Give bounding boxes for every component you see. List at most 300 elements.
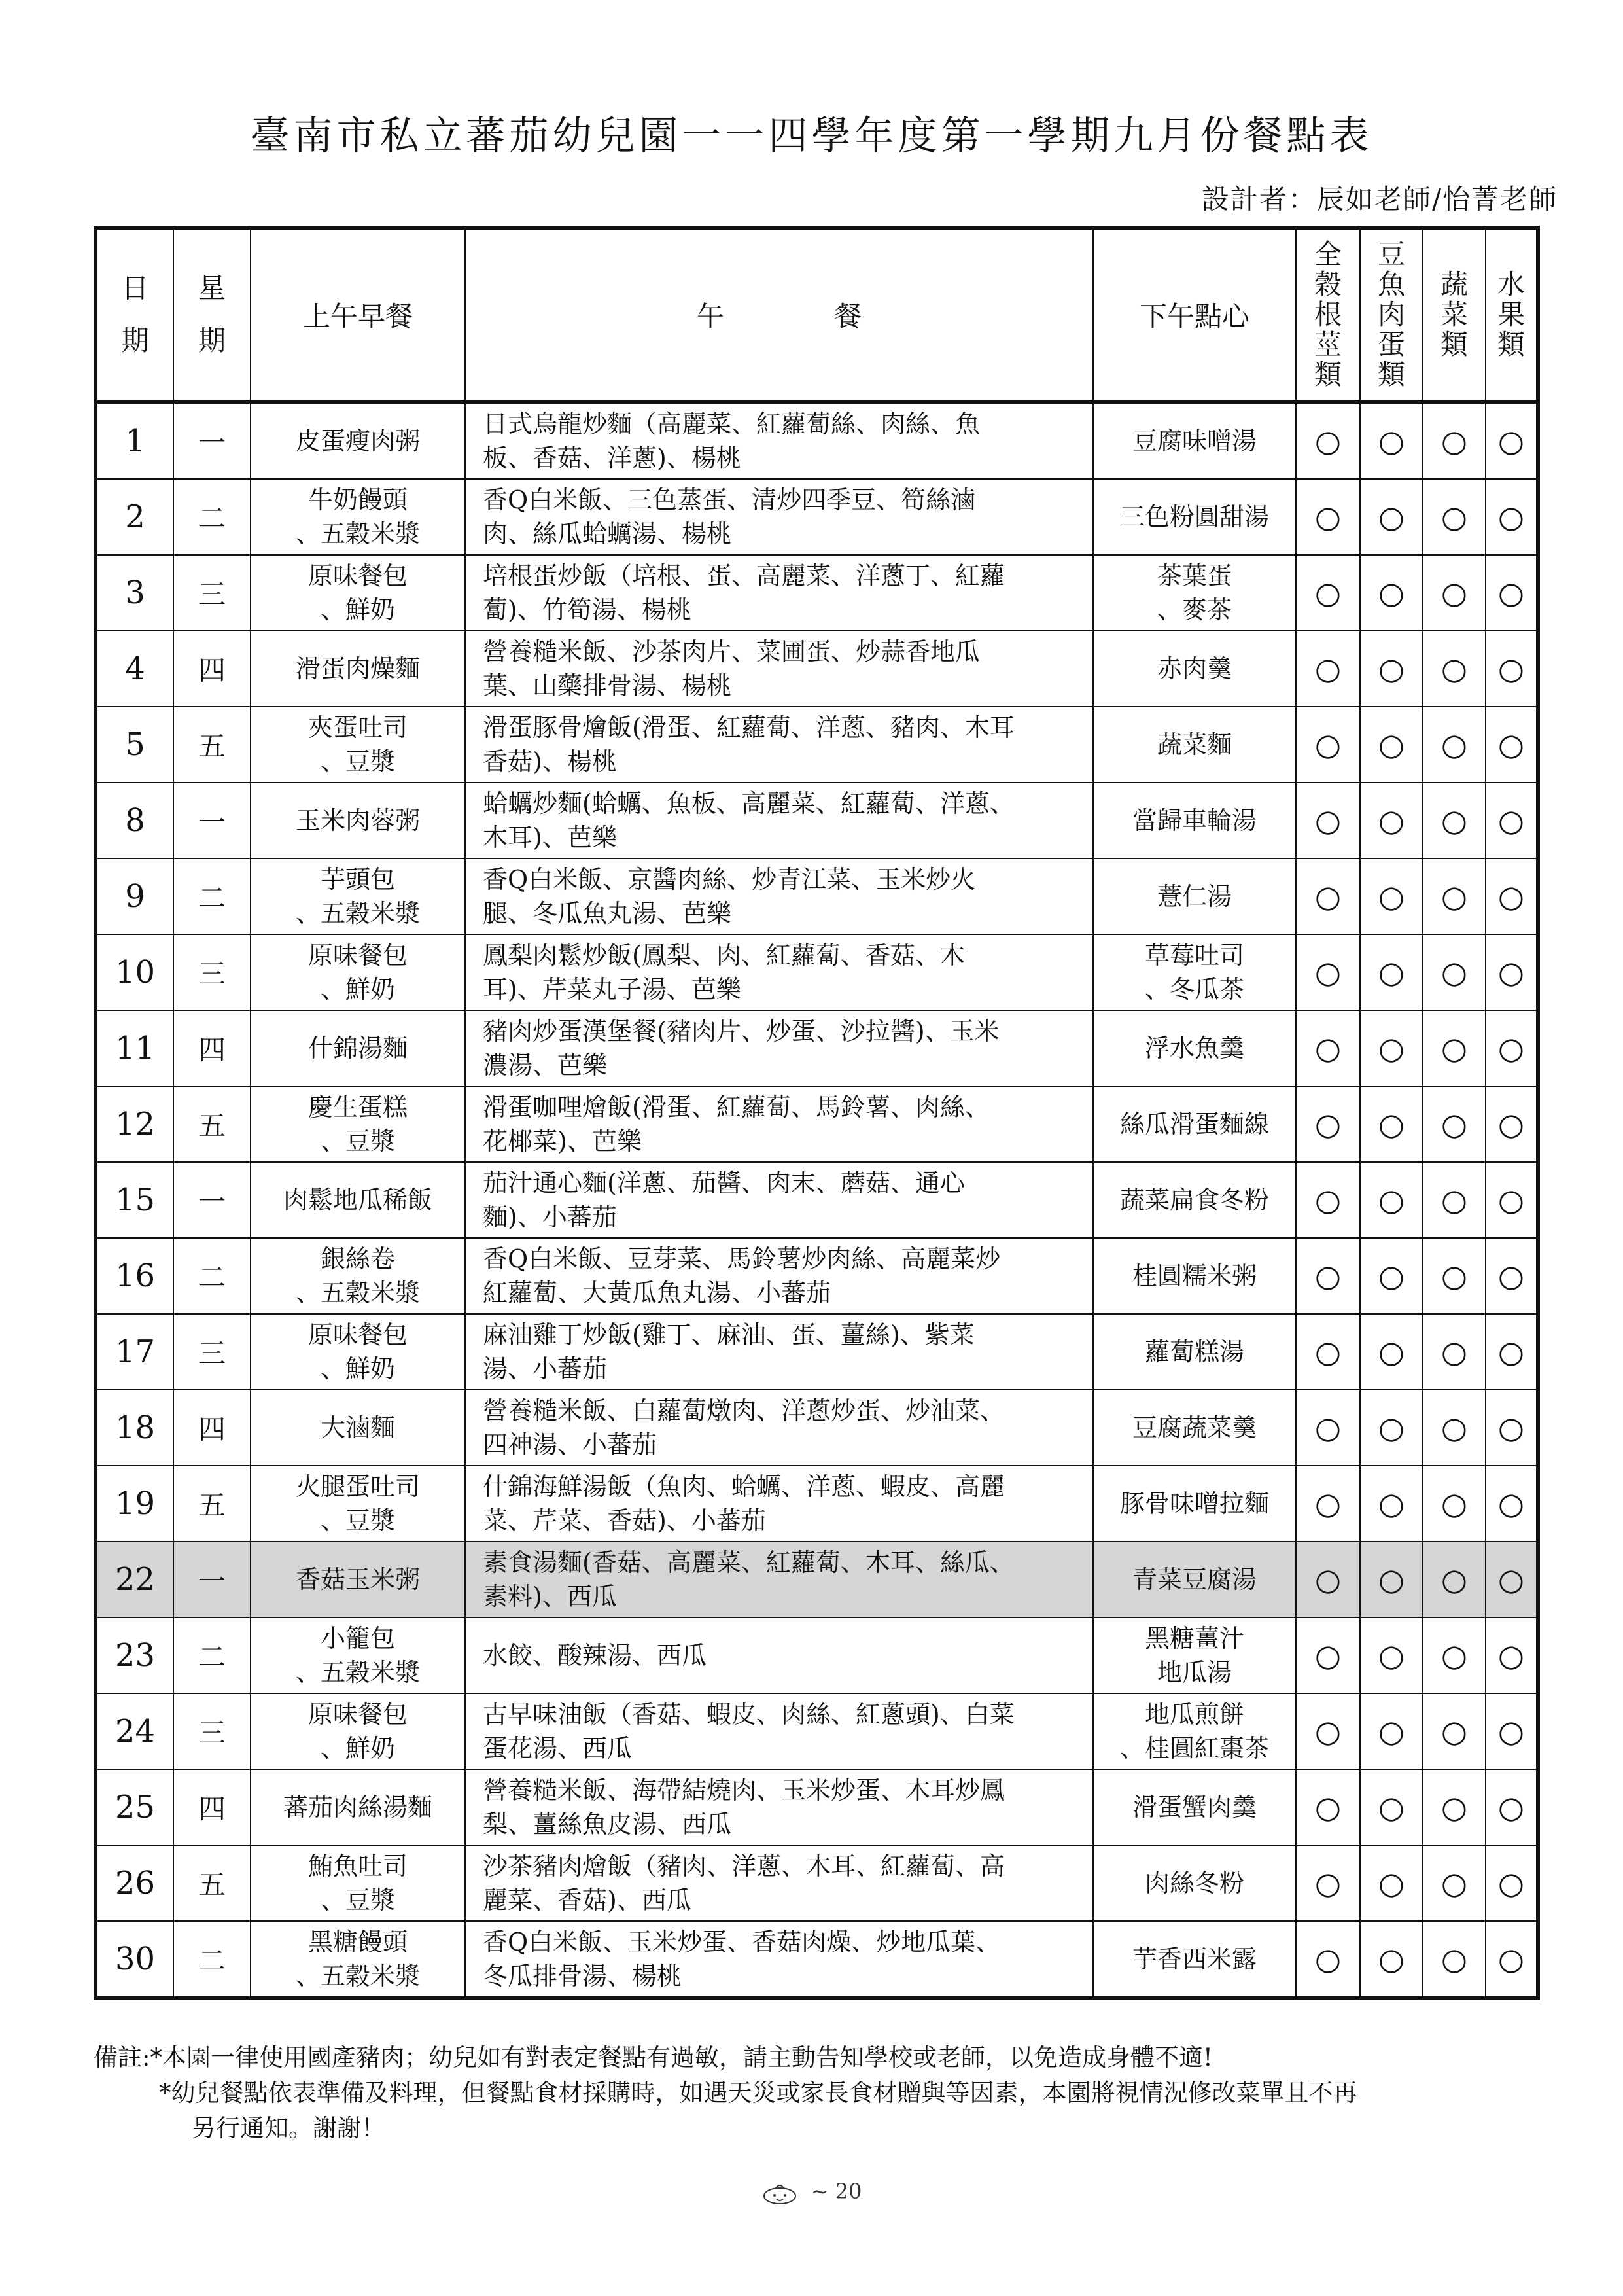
breakfast-cell	[251, 1086, 465, 1162]
cell-line: 鮪魚吐司	[307, 1852, 408, 1881]
weekday-cell: 三	[173, 934, 251, 1010]
weekday-cell: 五	[173, 1466, 251, 1542]
date-cell: 5	[96, 707, 173, 783]
cell-line: 、豆漿	[320, 747, 395, 776]
lunch-cell	[465, 1542, 1093, 1617]
snack-cell	[1093, 1238, 1296, 1314]
header-weekday	[173, 228, 251, 402]
cell-line: 香Q白米飯、三色蒸蛋、清炒四季豆、筍絲滷	[483, 486, 976, 514]
table-row	[96, 555, 1538, 631]
check-veg: ○	[1423, 1542, 1486, 1617]
cell-line: 、五穀米漿	[295, 1658, 420, 1687]
lunch-cell	[465, 1769, 1093, 1845]
cell-line: 、桂圓紅棗茶	[1119, 1734, 1269, 1763]
check-grain: ○	[1296, 934, 1360, 1010]
cell-line: 菜、芹菜、香菇)、小蕃茄	[483, 1506, 766, 1535]
lunch-cell	[465, 555, 1093, 631]
check-grain: ○	[1296, 1086, 1360, 1162]
cell-line: 梨、薑絲魚皮湯、西瓜	[483, 1810, 732, 1839]
cell-line: 營養糙米飯、沙茶肉片、菜圃蛋、炒蒜香地瓜	[483, 637, 981, 666]
check-veg: ○	[1423, 1845, 1486, 1921]
snack-cell	[1093, 631, 1296, 707]
check-fruit: ○	[1486, 1314, 1538, 1390]
check-veg: ○	[1423, 707, 1486, 783]
check-fruit: ○	[1486, 631, 1538, 707]
cell-line: 皮蛋瘦肉粥	[295, 427, 420, 455]
check-fruit: ○	[1486, 783, 1538, 858]
lunch-cell	[465, 1466, 1093, 1542]
cell-line: 黑糖薑汁	[1144, 1624, 1244, 1653]
snack-cell	[1093, 402, 1296, 479]
lunch-cell	[465, 934, 1093, 1010]
cell-line: 蛤蠣炒麵(蛤蠣、魚板、高麗菜、紅蘿蔔、洋蔥、	[483, 789, 1015, 818]
cell-line: 肉絲冬粉	[1144, 1869, 1244, 1898]
lunch-cell	[465, 707, 1093, 783]
table-row	[96, 1086, 1538, 1162]
page-title: 臺南市私立蕃茄幼兒園一一四學年度第一學期九月份餐點表	[250, 113, 1373, 159]
breakfast-cell	[251, 402, 465, 479]
date-cell: 25	[96, 1769, 173, 1845]
breakfast-cell	[251, 1390, 465, 1466]
breakfast-cell	[251, 555, 465, 631]
check-grain: ○	[1296, 631, 1360, 707]
lunch-cell	[465, 631, 1093, 707]
check-protein: ○	[1360, 555, 1423, 631]
cell-line: 、豆漿	[320, 1506, 395, 1535]
weekday-cell: 二	[173, 1921, 251, 1998]
lunch-cell	[465, 1010, 1093, 1086]
cell-line: 大滷麵	[320, 1413, 395, 1442]
cell-line: 絲瓜滑蛋麵線	[1119, 1110, 1269, 1139]
cell-line: 濃湯、芭樂	[483, 1051, 608, 1080]
cell-line: 桂圓糯米粥	[1132, 1262, 1257, 1290]
cell-line: 古早味油飯（香菇、蝦皮、肉絲、紅蔥頭)、白菜	[483, 1700, 1015, 1729]
designer-credit: 設計者：辰如老師/怡菁老師	[1201, 183, 1558, 215]
page-number: ~ 20	[811, 2179, 862, 2204]
weekday-cell: 二	[173, 1617, 251, 1693]
check-fruit: ○	[1486, 1162, 1538, 1238]
cell-line: 什錦湯麵	[307, 1034, 408, 1063]
table-row	[96, 402, 1538, 479]
cell-line: 鳳梨肉鬆炒飯(鳳梨、肉、紅蘿蔔、香菇、木	[483, 941, 965, 970]
cell-line: 麗菜、香菇)、西瓜	[483, 1886, 691, 1915]
check-protein: ○	[1360, 1238, 1423, 1314]
breakfast-cell	[251, 631, 465, 707]
cell-line: 赤肉羹	[1157, 654, 1232, 683]
table-row	[96, 1542, 1538, 1617]
check-protein: ○	[1360, 1542, 1423, 1617]
page-footer	[0, 2179, 1623, 2205]
snack-cell	[1093, 1162, 1296, 1238]
lunch-cell	[465, 1921, 1093, 1998]
check-veg: ○	[1423, 934, 1486, 1010]
header-char: 類	[1440, 328, 1468, 361]
check-veg: ○	[1423, 1466, 1486, 1542]
lunch-cell	[465, 1086, 1093, 1162]
cell-line: 滑蛋肉燥麵	[295, 654, 420, 683]
table-row	[96, 783, 1538, 858]
breakfast-cell	[251, 1845, 465, 1921]
check-protein: ○	[1360, 1617, 1423, 1693]
snack-cell	[1093, 1845, 1296, 1921]
date-cell: 22	[96, 1542, 173, 1617]
check-veg: ○	[1423, 1921, 1486, 1998]
cell-line: 蔬菜扁食冬粉	[1119, 1186, 1269, 1214]
check-protein: ○	[1360, 1921, 1423, 1998]
weekday-cell: 四	[173, 631, 251, 707]
check-fruit: ○	[1486, 1086, 1538, 1162]
check-protein: ○	[1360, 631, 1423, 707]
date-cell: 1	[96, 402, 173, 479]
cell-line: 四神湯、小蕃茄	[483, 1430, 657, 1459]
header-lunch: 午 餐	[465, 228, 1093, 402]
cell-line: 茶葉蛋	[1157, 561, 1232, 590]
check-veg: ○	[1423, 1769, 1486, 1845]
cell-line: 銀絲卷	[320, 1245, 395, 1273]
cell-line: 板、香菇、洋蔥)、楊桃	[483, 444, 741, 472]
date-cell: 18	[96, 1390, 173, 1466]
breakfast-cell	[251, 1162, 465, 1238]
date-cell: 11	[96, 1010, 173, 1086]
table-row	[96, 631, 1538, 707]
breakfast-cell	[251, 1466, 465, 1542]
check-fruit: ○	[1486, 479, 1538, 555]
weekday-cell: 二	[173, 858, 251, 934]
snack-cell	[1093, 479, 1296, 555]
table-row	[96, 1314, 1538, 1390]
table-row	[96, 1617, 1538, 1693]
check-fruit: ○	[1486, 1617, 1538, 1693]
cell-line: 、麥茶	[1157, 595, 1232, 624]
header-char: 豆	[1377, 238, 1405, 270]
weekday-cell: 四	[173, 1390, 251, 1466]
cell-line: 薏仁湯	[1157, 882, 1232, 911]
check-protein: ○	[1360, 1010, 1423, 1086]
table-row	[96, 1769, 1538, 1845]
breakfast-cell	[251, 1617, 465, 1693]
cell-line: 青菜豆腐湯	[1132, 1565, 1257, 1594]
snack-cell	[1093, 934, 1296, 1010]
cell-line: 香Q白米飯、玉米炒蛋、香菇肉燥、炒地瓜葉、	[483, 1928, 1001, 1956]
cell-line: 湯、小蕃茄	[483, 1354, 608, 1383]
weekday-cell: 三	[173, 1314, 251, 1390]
snack-cell	[1093, 858, 1296, 934]
check-grain: ○	[1296, 479, 1360, 555]
snack-cell	[1093, 1693, 1296, 1769]
check-fruit: ○	[1486, 402, 1538, 479]
header-char: 根	[1314, 298, 1342, 330]
weekday-cell: 二	[173, 1238, 251, 1314]
cell-line: 營養糙米飯、海帶結燒肉、玉米炒蛋、木耳炒鳳	[483, 1776, 1005, 1805]
table-row	[96, 1238, 1538, 1314]
snack-cell	[1093, 1390, 1296, 1466]
header-row	[96, 228, 1538, 402]
lunch-cell	[465, 1693, 1093, 1769]
breakfast-cell	[251, 783, 465, 858]
cell-line: 原味餐包	[307, 1700, 408, 1729]
check-veg: ○	[1423, 783, 1486, 858]
lunch-cell	[465, 479, 1093, 555]
cell-line: 木耳)、芭樂	[483, 823, 617, 852]
check-protein: ○	[1360, 1693, 1423, 1769]
snack-cell	[1093, 1466, 1296, 1542]
check-veg: ○	[1423, 858, 1486, 934]
cell-line: 、五穀米漿	[295, 520, 420, 548]
cell-line: 玉米肉蓉粥	[295, 806, 420, 835]
check-fruit: ○	[1486, 1921, 1538, 1998]
check-fruit: ○	[1486, 1390, 1538, 1466]
cell-line: 豬肉炒蛋漢堡餐(豬肉片、炒蛋、沙拉醬)、玉米	[483, 1017, 1000, 1046]
header-char: 日	[121, 272, 149, 304]
weekday-cell: 二	[173, 479, 251, 555]
snack-cell	[1093, 1086, 1296, 1162]
check-fruit: ○	[1486, 858, 1538, 934]
header-char: 果	[1497, 298, 1525, 330]
breakfast-cell	[251, 1769, 465, 1845]
check-fruit: ○	[1486, 1466, 1538, 1542]
cell-line: 紅蘿蔔、大黃瓜魚丸湯、小蕃茄	[483, 1279, 831, 1307]
cell-line: 花椰菜)、芭樂	[483, 1127, 642, 1156]
weekday-cell: 四	[173, 1769, 251, 1845]
date-cell: 19	[96, 1466, 173, 1542]
header-char: 穀	[1314, 268, 1342, 300]
weekday-cell: 五	[173, 707, 251, 783]
check-grain: ○	[1296, 783, 1360, 858]
breakfast-cell	[251, 1238, 465, 1314]
breakfast-cell	[251, 1693, 465, 1769]
snack-cell	[1093, 555, 1296, 631]
check-protein: ○	[1360, 858, 1423, 934]
lunch-cell	[465, 1390, 1093, 1466]
table-row	[96, 1162, 1538, 1238]
note-line: 備註:*本園一律使用國產豬肉；幼兒如有對表定餐點有過敏，請主動告知學校或老師，以免造成身體不適!	[94, 2043, 1213, 2072]
table-row	[96, 1845, 1538, 1921]
cell-line: 水餃、酸辣湯、西瓜	[483, 1641, 707, 1670]
check-veg: ○	[1423, 555, 1486, 631]
date-cell: 9	[96, 858, 173, 934]
snack-cell	[1093, 1010, 1296, 1086]
cell-line: 三色粉圓甜湯	[1119, 503, 1269, 531]
date-cell: 16	[96, 1238, 173, 1314]
check-protein: ○	[1360, 402, 1423, 479]
check-protein: ○	[1360, 479, 1423, 555]
check-veg: ○	[1423, 1010, 1486, 1086]
cell-line: 耳)、芹菜丸子湯、芭樂	[483, 975, 741, 1004]
cell-line: 豆腐味噌湯	[1132, 427, 1257, 455]
cell-line: 日式烏龍炒麵（高麗菜、紅蘿蔔絲、肉絲、魚	[483, 410, 981, 438]
check-protein: ○	[1360, 1466, 1423, 1542]
table-row	[96, 1921, 1538, 1998]
weekday-cell: 五	[173, 1845, 251, 1921]
table-row	[96, 1693, 1538, 1769]
tomato-face-icon	[761, 2181, 798, 2205]
lunch-cell	[465, 1238, 1093, 1314]
cell-line: 肉鬆地瓜稀飯	[283, 1186, 432, 1214]
check-fruit: ○	[1486, 1845, 1538, 1921]
cell-line: 素食湯麵(香菇、高麗菜、紅蘿蔔、木耳、絲瓜、	[483, 1548, 1015, 1577]
check-grain: ○	[1296, 1921, 1360, 1998]
header-char: 類	[1497, 328, 1525, 361]
cell-line: 、鮮奶	[320, 595, 395, 624]
header-char: 菜	[1440, 298, 1468, 330]
cell-line: 茄汁通心麵(洋蔥、茄醬、肉末、蘑菇、通心	[483, 1169, 965, 1197]
lunch-cell	[465, 1314, 1093, 1390]
table-row	[96, 1390, 1538, 1466]
cell-line: 、五穀米漿	[295, 1279, 420, 1307]
cell-line: 什錦海鮮湯飯（魚肉、蛤蠣、洋蔥、蝦皮、高麗	[483, 1472, 1005, 1501]
check-fruit: ○	[1486, 1693, 1538, 1769]
check-protein: ○	[1360, 934, 1423, 1010]
check-grain: ○	[1296, 1542, 1360, 1617]
cell-line: 香Q白米飯、豆芽菜、馬鈴薯炒肉絲、高麗菜炒	[483, 1245, 1001, 1273]
cell-line: 葉、山藥排骨湯、楊桃	[483, 671, 732, 700]
cell-line: 沙茶豬肉燴飯（豬肉、洋蔥、木耳、紅蘿蔔、高	[483, 1852, 1005, 1881]
check-protein: ○	[1360, 1162, 1423, 1238]
header-char: 全	[1314, 238, 1342, 270]
check-protein: ○	[1360, 1769, 1423, 1845]
check-veg: ○	[1423, 1086, 1486, 1162]
weekday-cell: 三	[173, 555, 251, 631]
table-row	[96, 1010, 1538, 1086]
cell-line: 、鮮奶	[320, 1734, 395, 1763]
header-char: 魚	[1377, 268, 1405, 300]
snack-cell	[1093, 1542, 1296, 1617]
table-row	[96, 1466, 1538, 1542]
check-fruit: ○	[1486, 1238, 1538, 1314]
check-grain: ○	[1296, 1314, 1360, 1390]
header-char: 期	[121, 325, 149, 357]
note-line: 另行通知。謝謝！	[192, 2114, 385, 2142]
header-char: 期	[198, 325, 226, 357]
breakfast-cell	[251, 858, 465, 934]
check-fruit: ○	[1486, 1769, 1538, 1845]
check-grain: ○	[1296, 858, 1360, 934]
header-date	[96, 228, 173, 402]
check-protein: ○	[1360, 707, 1423, 783]
cell-line: 原味餐包	[307, 1320, 408, 1349]
cell-line: 香菇)、楊桃	[483, 747, 617, 776]
header-char: 莖	[1314, 328, 1342, 361]
lunch-cell	[465, 1845, 1093, 1921]
header-char: 星	[198, 272, 226, 304]
weekday-cell: 五	[173, 1086, 251, 1162]
snack-cell	[1093, 1769, 1296, 1845]
check-grain: ○	[1296, 1162, 1360, 1238]
check-fruit: ○	[1486, 934, 1538, 1010]
check-grain: ○	[1296, 1466, 1360, 1542]
table-row	[96, 858, 1538, 934]
cell-line: 腿、冬瓜魚丸湯、芭樂	[483, 899, 732, 928]
check-protein: ○	[1360, 783, 1423, 858]
check-veg: ○	[1423, 1314, 1486, 1390]
breakfast-cell	[251, 1314, 465, 1390]
cell-line: 豚骨味噌拉麵	[1119, 1489, 1269, 1518]
weekday-cell: 三	[173, 1693, 251, 1769]
lunch-cell	[465, 1617, 1093, 1693]
cell-line: 小籠包	[320, 1624, 395, 1653]
cell-line: 、五穀米漿	[295, 1962, 420, 1990]
check-grain: ○	[1296, 1769, 1360, 1845]
cell-line: 、冬瓜茶	[1144, 975, 1244, 1004]
meal-table	[94, 226, 1540, 2000]
check-grain: ○	[1296, 707, 1360, 783]
check-fruit: ○	[1486, 707, 1538, 783]
check-grain: ○	[1296, 555, 1360, 631]
cell-line: 黑糖饅頭	[307, 1928, 408, 1956]
cell-line: 香Q白米飯、京醬肉絲、炒青江菜、玉米炒火	[483, 865, 976, 894]
notes	[94, 2040, 1546, 2146]
cell-line: 蔔)、竹筍湯、楊桃	[483, 595, 691, 624]
date-cell: 24	[96, 1693, 173, 1769]
breakfast-cell	[251, 1921, 465, 1998]
header-char: 蛋	[1377, 328, 1405, 361]
check-veg: ○	[1423, 1617, 1486, 1693]
header-breakfast: 上午早餐	[251, 228, 465, 402]
header-snack: 下午點心	[1093, 228, 1296, 402]
cell-line: 蛋花湯、西瓜	[483, 1734, 633, 1763]
cell-line: 素料)、西瓜	[483, 1582, 617, 1611]
check-veg: ○	[1423, 1162, 1486, 1238]
date-cell: 23	[96, 1617, 173, 1693]
date-cell: 3	[96, 555, 173, 631]
cell-line: 芋香西米露	[1132, 1945, 1257, 1973]
check-grain: ○	[1296, 1010, 1360, 1086]
table-row	[96, 707, 1538, 783]
lunch-cell	[465, 783, 1093, 858]
cell-line: 麻油雞丁炒飯(雞丁、麻油、蛋、薑絲)、紫菜	[483, 1320, 975, 1349]
cell-line: 慶生蛋糕	[307, 1093, 408, 1122]
header-char: 類	[1377, 358, 1405, 391]
cell-line: 滑蛋咖哩燴飯(滑蛋、紅蘿蔔、馬鈴薯、肉絲、	[483, 1093, 990, 1122]
cell-line: 原味餐包	[307, 941, 408, 970]
header-protein	[1360, 228, 1423, 402]
check-protein: ○	[1360, 1845, 1423, 1921]
weekday-cell: 一	[173, 402, 251, 479]
breakfast-cell	[251, 1542, 465, 1617]
date-cell: 4	[96, 631, 173, 707]
check-veg: ○	[1423, 1238, 1486, 1314]
cell-line: 麵)、小蕃茄	[483, 1203, 617, 1231]
cell-line: 草莓吐司	[1144, 941, 1244, 970]
date-cell: 8	[96, 783, 173, 858]
breakfast-cell	[251, 707, 465, 783]
check-protein: ○	[1360, 1086, 1423, 1162]
check-veg: ○	[1423, 1390, 1486, 1466]
cell-line: 芋頭包	[320, 865, 395, 894]
check-veg: ○	[1423, 1693, 1486, 1769]
snack-cell	[1093, 707, 1296, 783]
cell-line: 、鮮奶	[320, 1354, 395, 1383]
header-char: 水	[1497, 268, 1525, 300]
cell-line: 地瓜湯	[1157, 1658, 1232, 1687]
date-cell: 10	[96, 934, 173, 1010]
header-char: 類	[1314, 358, 1342, 391]
cell-line: 滑蛋蟹肉羹	[1132, 1793, 1257, 1822]
header-grain	[1296, 228, 1360, 402]
date-cell: 15	[96, 1162, 173, 1238]
weekday-cell: 一	[173, 1542, 251, 1617]
weekday-cell: 一	[173, 1162, 251, 1238]
check-fruit: ○	[1486, 555, 1538, 631]
cell-line: 原味餐包	[307, 561, 408, 590]
date-cell: 2	[96, 479, 173, 555]
cell-line: 、豆漿	[320, 1886, 395, 1915]
cell-line: 當歸車輪湯	[1132, 806, 1257, 835]
lunch-cell	[465, 1162, 1093, 1238]
cell-line: 香菇玉米粥	[295, 1565, 420, 1594]
check-fruit: ○	[1486, 1542, 1538, 1617]
cell-line: 、豆漿	[320, 1127, 395, 1156]
